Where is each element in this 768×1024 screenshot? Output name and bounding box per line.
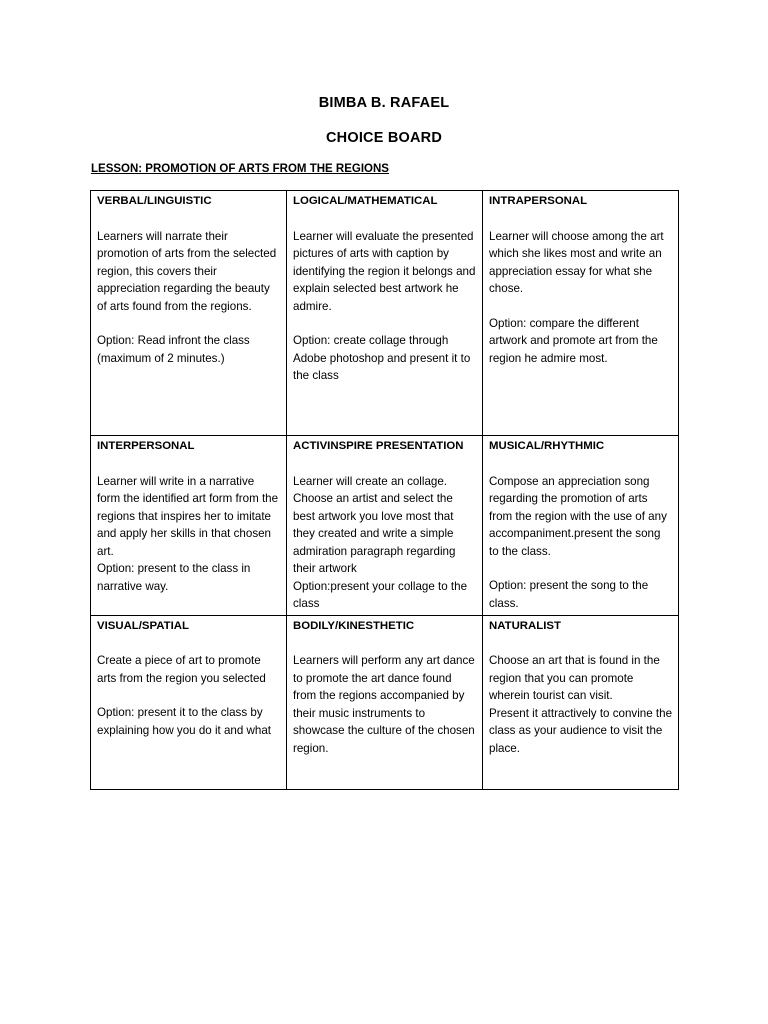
- cell-description: Learner will evaluate the presented pictures of arts with caption by identifying the region it belongs and explain selected best artwork he admire.: [293, 229, 476, 313]
- board-cell-bodily-kinesthetic: [287, 615, 483, 789]
- board-cell-visual-spatial: [91, 615, 287, 789]
- cell-option: Present it attractively to convine the class as your audience to visit the place.: [489, 706, 673, 755]
- board-cell-interpersonal: [91, 436, 287, 616]
- board-cell-activinspire-presentation: [287, 436, 483, 616]
- lesson-heading: LESSON: PROMOTION OF ARTS FROM THE REGIONS: [91, 163, 389, 175]
- cell-option: Option: present the song to the class.: [489, 579, 649, 610]
- cell-option: Option: create collage through Adobe photoshop and present it to the class: [293, 334, 471, 382]
- board-row: [91, 436, 679, 616]
- cell-option: Option: compare the different artwork and promote art from the region he admire most.: [489, 316, 658, 365]
- cell-title: VISUAL/SPATIAL: [97, 619, 189, 632]
- cell-title: MUSICAL/RHYTHMIC: [489, 440, 605, 452]
- board-cell-musical-rhythmic: [483, 436, 679, 616]
- cell-option: Option: Read infront the class (maximum of 2 minutes.): [97, 334, 250, 365]
- cell-description: Learners will narrate their promotion of arts from the selected region, this covers their appreciation regarding the beauty of arts found from the regions.: [97, 229, 277, 313]
- cell-title: INTRAPERSONAL: [489, 195, 588, 207]
- cell-option: Option: present to the class in narrative way.: [97, 562, 251, 593]
- document-title: CHOICE BOARD: [326, 130, 442, 146]
- board-cell-naturalist: [483, 615, 679, 789]
- cell-title: INTERPERSONAL: [97, 440, 195, 452]
- cell-option: Option: present it to the class by explaining how you do it and what: [97, 706, 272, 737]
- board-row: [91, 615, 679, 789]
- cell-title: VERBAL/LINGUISTIC: [97, 195, 212, 207]
- cell-description: Compose an appreciation song regarding the promotion of arts from the region with the use of any accompaniment.present the song to the class.: [489, 474, 667, 558]
- board-row: [91, 191, 679, 436]
- cell-description: Learners will perform any art dance to promote the art dance found from the regions accompanied by their music instruments to showcase the culture of the chosen region.: [293, 654, 475, 755]
- author-name: BIMBA B. RAFAEL: [318, 95, 450, 111]
- board-cell-verbal-linguistic: [91, 191, 287, 436]
- cell-title: ACTIVINSPIRE PRESENTATION: [293, 440, 464, 452]
- cell-description: Learner will write in a narrative form the identified art form from the regions that inspires her to imitate and apply her skills in that chosen art.: [97, 474, 279, 558]
- cell-description: Learner will choose among the art which she likes most and write an appreciation essay for what she chose.: [489, 229, 664, 295]
- cell-description: Create a piece of art to promote arts from the region you selected: [97, 654, 266, 685]
- cell-title: BODILY/KINESTHETIC: [293, 619, 415, 632]
- cell-description: Choose an art that is found in the region that you can promote wherein tourist can visit.: [489, 654, 660, 702]
- cell-title: LOGICAL/MATHEMATICAL: [293, 195, 438, 207]
- board-cell-intrapersonal: [483, 191, 679, 436]
- cell-title: NATURALIST: [489, 619, 561, 632]
- board-cell-logical-mathematical: [287, 191, 483, 436]
- cell-option: Option:present your collage to the class: [293, 579, 468, 610]
- choice-board-table: [90, 190, 679, 790]
- cell-description: Learner will create an collage. Choose an artist and select the best artwork you love most that they created and write a simple admiration paragraph regarding their artwork: [293, 474, 456, 575]
